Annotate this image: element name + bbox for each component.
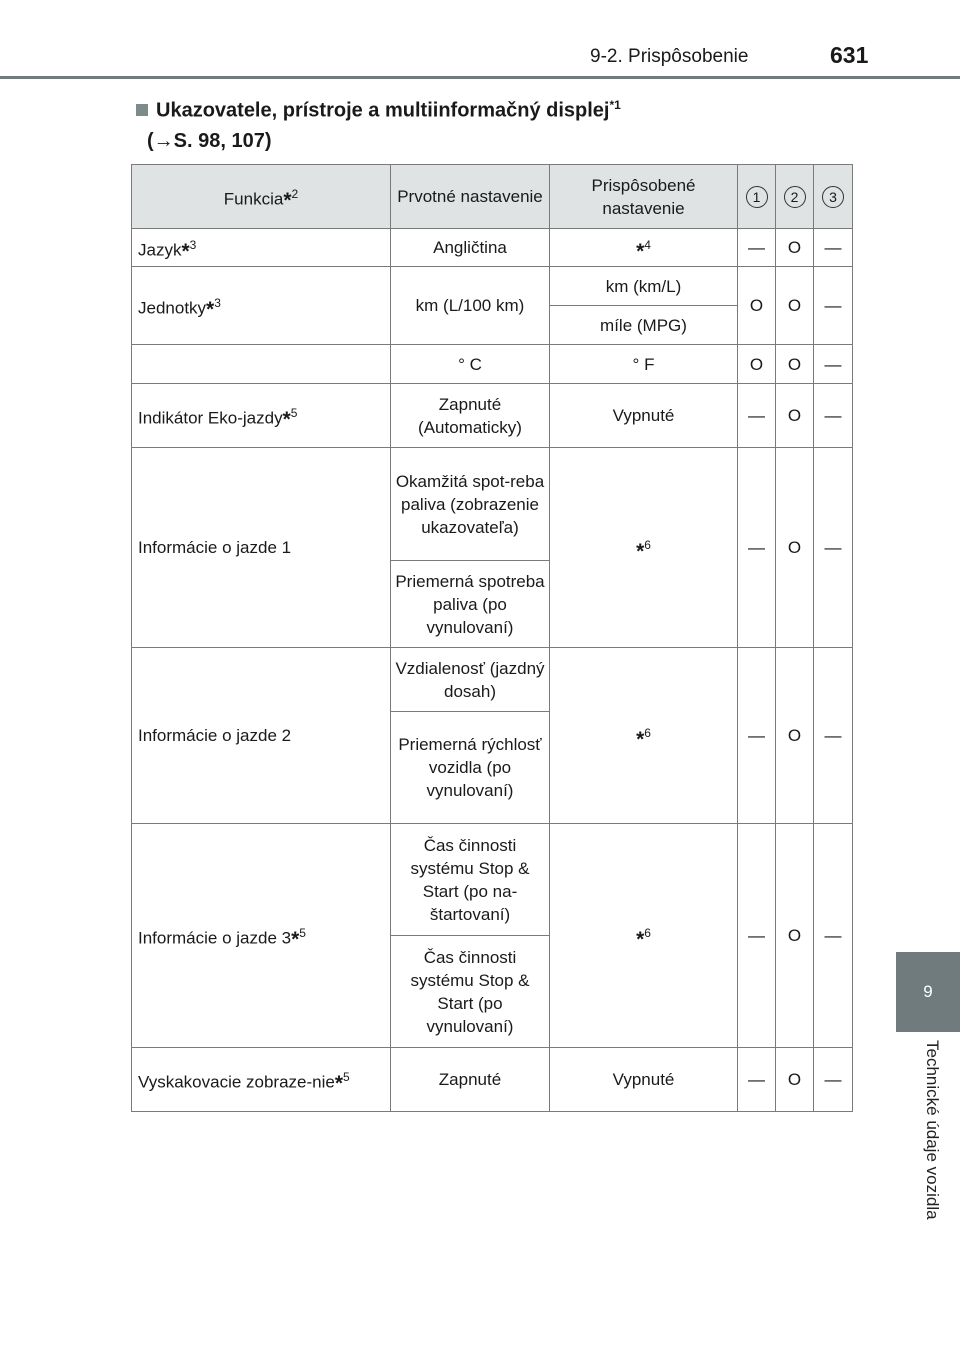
cell-initial: Zapnuté (391, 1048, 550, 1112)
cell-initial: Zapnuté (Automaticky) (391, 384, 550, 448)
cell-c2: O (776, 229, 814, 267)
cell-initial-b: Priemerná spotreba paliva (po vynulovaní) (391, 561, 550, 648)
header-rule (0, 76, 960, 79)
header-prisposobene: Prispôsobené nastavenie (550, 165, 738, 229)
customization-table (131, 164, 853, 1112)
section-title-sup: *1 (609, 98, 621, 112)
square-bullet-icon (136, 104, 148, 116)
cell-c2: O (776, 824, 814, 1048)
header-col-2 (776, 165, 814, 229)
cell-custom: Vypnuté (550, 1048, 738, 1112)
table-row (132, 824, 853, 936)
cell-c3: — (814, 824, 853, 1048)
cell-c2: O (776, 1048, 814, 1112)
table-row (132, 648, 853, 712)
table-row (132, 267, 853, 306)
row-label-jednotky: Jednotky*$^3$ (132, 267, 391, 345)
table-row (132, 229, 853, 267)
section-title (136, 90, 621, 156)
row-label-vyskakovacie: Vyskakovacie zobraze-nie*$^5$ (132, 1048, 391, 1112)
cell-c3: — (814, 448, 853, 648)
row-label-info1: Informácie o jazde 1 (132, 448, 391, 648)
cell-initial-a: Vzdialenosť (jazdný dosah) (391, 648, 550, 712)
asterisk-icon: * (291, 928, 300, 952)
cell-c3: — (814, 1048, 853, 1112)
cell-initial-a: Čas činnosti systému Stop & Start (po na-štartovaní) (391, 824, 550, 936)
circled-3-icon: 3 (822, 186, 844, 208)
row-label-info2: Informácie o jazde 2 (132, 648, 391, 824)
cell-c3: — (814, 345, 853, 384)
cell-initial: Angličtina (391, 229, 550, 267)
cell-initial-b: Čas činnosti systému Stop & Start (po vynulovaní) (391, 936, 550, 1048)
cell-custom: *$^6$ (550, 448, 738, 648)
asterisk-icon: * (334, 1072, 344, 1096)
row-label-eko: Indikátor Eko-jazdy*$^5$ (132, 384, 391, 448)
table-row (132, 384, 853, 448)
cell-custom: *$^4$ (550, 229, 738, 267)
cell-custom: *$^6$ (550, 824, 738, 1048)
cell-c1: O (738, 345, 776, 384)
cell-c3: — (814, 229, 853, 267)
cell-custom: *$^6$ (550, 648, 738, 824)
cell-initial-a: Okamžitá spot-reba paliva (zobrazenie ukazovateľa) (391, 448, 550, 561)
page-number: 631 (830, 42, 869, 68)
asterisk-icon: * (283, 189, 292, 213)
row-label-info3: Informácie o jazde 3*$^5$ (132, 824, 391, 1048)
table-header-row (132, 165, 853, 229)
cell-c2: O (776, 384, 814, 448)
circled-2-icon: 2 (784, 186, 806, 208)
chapter-tab (896, 952, 960, 1032)
header-col-3 (814, 165, 853, 229)
section-title-line2: (→S. 98, 107) (147, 129, 272, 152)
cell-c3: — (814, 267, 853, 345)
cell-c2: O (776, 448, 814, 648)
cell-c3: — (814, 648, 853, 824)
header-prvotne: Prvotné nastavenie (391, 165, 550, 229)
asterisk-icon: * (636, 540, 645, 564)
cell-c1: — (738, 1048, 776, 1112)
cell-c1: — (738, 824, 776, 1048)
asterisk-icon: * (181, 240, 190, 264)
cell-c2: O (776, 267, 814, 345)
cell-initial: km (L/100 km) (391, 267, 550, 345)
header-funkcia: Funkcia*$^2$ (132, 165, 391, 229)
asterisk-icon: * (206, 298, 215, 322)
cell-custom-b: míle (MPG) (550, 306, 738, 345)
cell-custom-a: km (km/L) (550, 267, 738, 306)
chapter-number: 9 (923, 982, 933, 1001)
cell-c3: — (814, 384, 853, 448)
cell-initial: ° C (391, 345, 550, 384)
cell-c1: — (738, 384, 776, 448)
header-section-title: 9-2. Prispôsobenie (590, 46, 749, 67)
table-row (132, 1048, 853, 1112)
section-title-line1: Ukazovatele, prístroje a multiinformačný displej (156, 99, 610, 122)
table-row (132, 448, 853, 561)
cell-c2: O (776, 345, 814, 384)
cell-c2: O (776, 648, 814, 824)
cell-c1: — (738, 229, 776, 267)
cell-custom: ° F (550, 345, 738, 384)
row-label-empty (132, 345, 391, 384)
header-col-1 (738, 165, 776, 229)
asterisk-icon: * (282, 408, 291, 432)
row-label-jazyk: Jazyk*$^3$ (132, 229, 391, 267)
asterisk-icon: * (636, 928, 645, 952)
table-row (132, 345, 853, 384)
cell-initial-b: Priemerná rýchlosť vozidla (po vynulovaní) (391, 712, 550, 824)
circled-1-icon: 1 (746, 186, 768, 208)
asterisk-icon: * (636, 728, 645, 752)
cell-c1: O (738, 267, 776, 345)
cell-c1: — (738, 648, 776, 824)
chapter-side-label: Technické údaje vozidla (923, 1040, 942, 1220)
cell-custom: Vypnuté (550, 384, 738, 448)
asterisk-icon: * (636, 240, 645, 264)
cell-c1: — (738, 448, 776, 648)
